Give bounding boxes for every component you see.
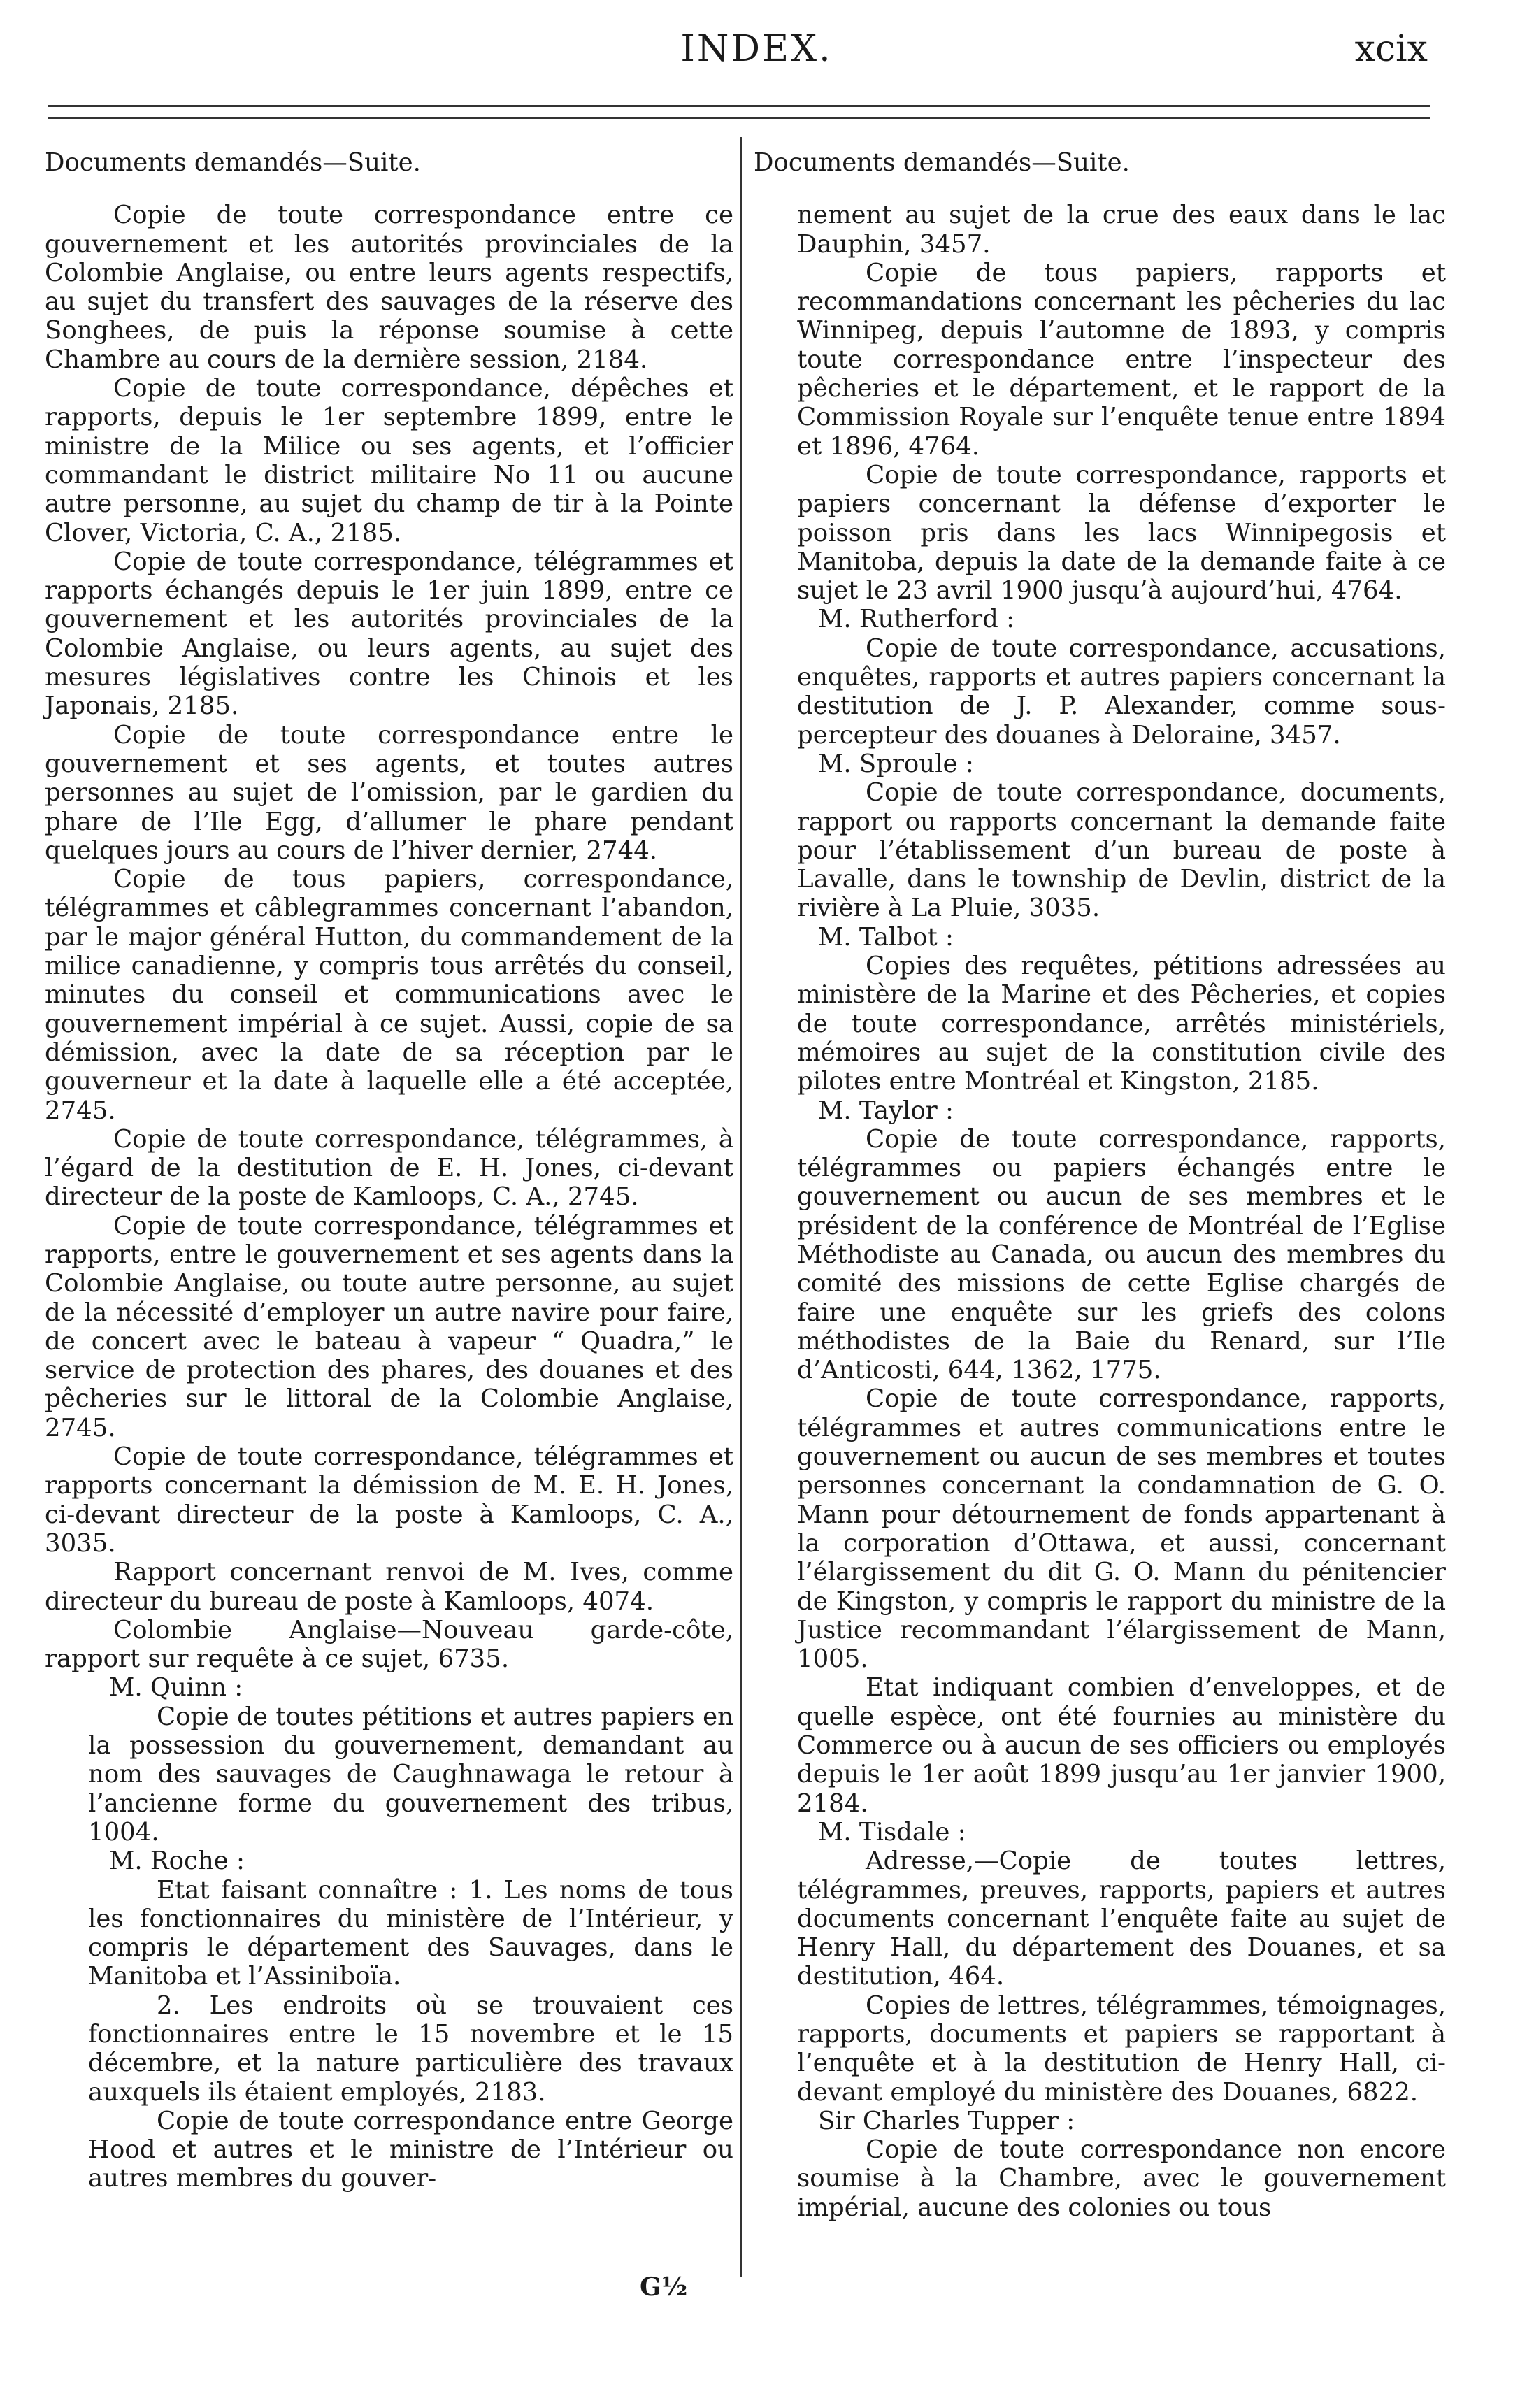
member-name: M. Sproule : [818, 749, 974, 778]
index-entry: Copie de toutes pétitions et autres papiers en la possession du gouvernement, demandant au nom des sauvages de Caughnawaga le retour à l’ancienne forme du gouvernement des tribus, 1004. [88, 1702, 733, 1847]
index-entry: Copies de lettres, télégrammes, témoignages, rapports, documents et papiers se rapportant à l’enquête et à la destitution de Henry Hall, ci-devant employé du ministère des Douanes, 6822. [797, 1991, 1446, 2107]
signature-mark: G½ [640, 2272, 688, 2302]
index-entry: Copie de toute correspondance entre le gouvernement et ses agents, et toutes autres personnes au sujet de l’omission, par le gardien du phare de l’Ile Egg, d’allumer le phare pendant quelques jours au cours de l’hiver dernier, 2744. [45, 720, 733, 865]
index-entry: Rapport concernant renvoi de M. Ives, comme directeur du bureau de poste à Kamloops, 4074. [45, 1558, 733, 1616]
index-entry: Copie de toute correspondance entre ce gouvernement et les autorités provinciales de la Colombie Anglaise, ou entre leurs agents respectifs, au sujet du transfert des sauvages de la réserve des Songhees, de puis la réponse soumise à cette Chambre au cours de la dernière session, 2184. [45, 201, 733, 374]
index-entry: Adresse,—Copie de toutes lettres, télégrammes, preuves, rapports, papiers et autres documents concernant l’enquête faite au sujet de Henry Hall, du département des Douanes, et sa destitution, 464. [797, 1847, 1446, 1991]
member-name: M. Rutherford : [818, 605, 1015, 634]
member-name: M. Talbot : [818, 922, 954, 952]
index-entry: Copie de toute correspondance, télégrammes et rapports, entre le gouvernement et ses agents dans la Colombie Anglaise, ou toute autre personne, au sujet de la nécessité d’employer un autre navire pour faire, de concert avec le bateau à vapeur “ Quadra,” le service de protection des phares, des douanes et des pêcheries sur le littoral de la Colombie Anglaise, 2745. [45, 1211, 733, 1442]
header-rule-thin [48, 117, 1430, 119]
index-entry: Etat indiquant combien d’enveloppes, et de quelle espèce, ont été fournies au ministère du Commerce ou à aucun de ses officiers ou employés depuis le 1er août 1899 jusqu’au 1er janvier 1900, 2184. [797, 1673, 1446, 1818]
member-name: M. Taylor : [818, 1096, 954, 1125]
index-entry: Copie de toute correspondance, télégrammes, à l’égard de la destitution de E. H. Jones, ci-devant directeur de la poste de Kamloops, C. A., 2745. [45, 1124, 733, 1212]
member-name: Sir Charles Tupper : [818, 2106, 1075, 2135]
section-heading: Documents demandés—Suite. [45, 148, 421, 177]
member-name: M. Roche : [109, 1847, 245, 1876]
member-name: M. Quinn : [109, 1673, 243, 1703]
index-entry: 2. Les endroits où se trouvaient ces fonctionnaires entre le 15 novembre et le 15 décembre, et la nature particulière des travaux auxquels ils étaient employés, 2183. [88, 1991, 733, 2107]
index-entry: Copie de tous papiers, rapports et recommandations concernant les pêcheries du lac Winnipeg, depuis l’automne de 1893, y compris toute correspondance entre l’inspecteur des pêcheries et le département, et le rapport de la Commission Royale sur l’enquête tenue entre 1894 et 1896, 4764. [797, 258, 1446, 461]
index-entry: Copie de toute correspondance, accusations, enquêtes, rapports et autres papiers concernant la destitution de J. P. Alexander, comme sous-percepteur des douanes à Deloraine, 3457. [797, 633, 1446, 750]
right-column [754, 148, 1446, 2222]
index-entry: Copie de toute correspondance, télégrammes et rapports échangés depuis le 1er juin 1899, entre ce gouvernement et les autorités provinciales de la Colombie Anglaise, ou leurs agents, au sujet des mesures législatives contre les Chinois et les Japonais, 2185. [45, 547, 733, 721]
index-entry: Copie de toute correspondance, télégrammes et rapports concernant la démission de M. E. H. Jones, ci-devant directeur de la poste à Kamloops, C. A., 3035. [45, 1442, 733, 1558]
index-entry: Colombie Anglaise—Nouveau garde-côte, rapport sur requête à ce sujet, 6735. [45, 1615, 733, 1674]
page-number: xcix [1354, 28, 1428, 70]
index-entry: Copies des requêtes, pétitions adressées au ministère de la Marine et des Pêcheries, et copies de toute correspondance, arrêtés ministériels, mémoires au sujet de la constitution civile des pilotes entre Montréal et Kingston, 2185. [797, 952, 1446, 1096]
index-entry: Copie de toute correspondance entre George Hood et autres et le ministre de l’Intérieur ou autres membres du gouver- [88, 2106, 733, 2193]
column-divider [740, 137, 742, 2277]
page-title: INDEX. [680, 28, 833, 70]
index-entry: Copie de tous papiers, correspondance, télégrammes et câblegrammes concernant l’abandon, par le major général Hutton, du commandement de la milice canadienne, y compris tous arrêtés du conseil, minutes du conseil et communications avec le gouvernement impérial à ce sujet. Aussi, copie de sa démission, avec la date de sa réception par le gouverneur et la date à laquelle elle a été acceptée, 2745. [45, 865, 733, 1125]
index-entry: Copie de toute correspondance, dépêches et rapports, depuis le 1er septembre 1899, entre le ministre de la Milice ou ses agents, et l’officier commandant le district militaire No 11 ou aucune autre personne, au sujet du champ de tir à la Pointe Clover, Victoria, C. A., 2185. [45, 374, 733, 547]
index-entry: nement au sujet de la crue des eaux dans le lac Dauphin, 3457. [797, 201, 1446, 259]
index-entry: Copie de toute correspondance, rapports, télégrammes ou papiers échangés entre le gouvernement ou aucun de ses membres et le président de la conférence de Montréal de l’Eglise Méthodiste au Canada, ou aucun des membres du comité des missions de cette Eglise chargés de faire une enquête sur les griefs des colons méthodistes de la Baie du Renard, sur l’Ile d’Anticosti, 644, 1362, 1775. [797, 1124, 1446, 1385]
index-entry: Copie de toute correspondance non encore soumise à la Chambre, avec le gouvernement impérial, aucune des colonies ou tous [797, 2135, 1446, 2222]
index-entry: Copie de toute correspondance, rapports, télégrammes et autres communications entre le gouvernement ou aucun de ses membres et toutes personnes concernant la condamnation de G. O. Mann pour détournement de fonds appartenant à la corporation d’Ottawa, et aussi, concernant l’élargissement du dit G. O. Mann du pénitencier de Kingston, y compris le rapport du ministre de la Justice recommandant l’élargissement de Mann, 1005. [797, 1384, 1446, 1674]
left-column [45, 148, 733, 2193]
section-heading: Documents demandés—Suite. [754, 148, 1130, 177]
header-rule [48, 105, 1430, 107]
member-name: M. Tisdale : [818, 1817, 966, 1847]
index-entry: Copie de toute correspondance, documents, rapport ou rapports concernant la demande faite pour l’établissement d’un bureau de poste à Lavalle, dans le township de Devlin, district de la rivière à La Pluie, 3035. [797, 778, 1446, 923]
index-entry: Copie de toute correspondance, rapports et papiers concernant la défense d’exporter le poisson pris dans les lacs Winnipegosis et Manitoba, depuis la date de la demande faite à ce sujet le 23 avril 1900 jusqu’à aujourd’hui, 4764. [797, 460, 1446, 605]
index-entry: Etat faisant connaître : 1. Les noms de tous les fonctionnaires du ministère de l’Intérieur, y compris le département des Sauvages, dans le Manitoba et l’Assiniboïa. [88, 1875, 733, 1991]
